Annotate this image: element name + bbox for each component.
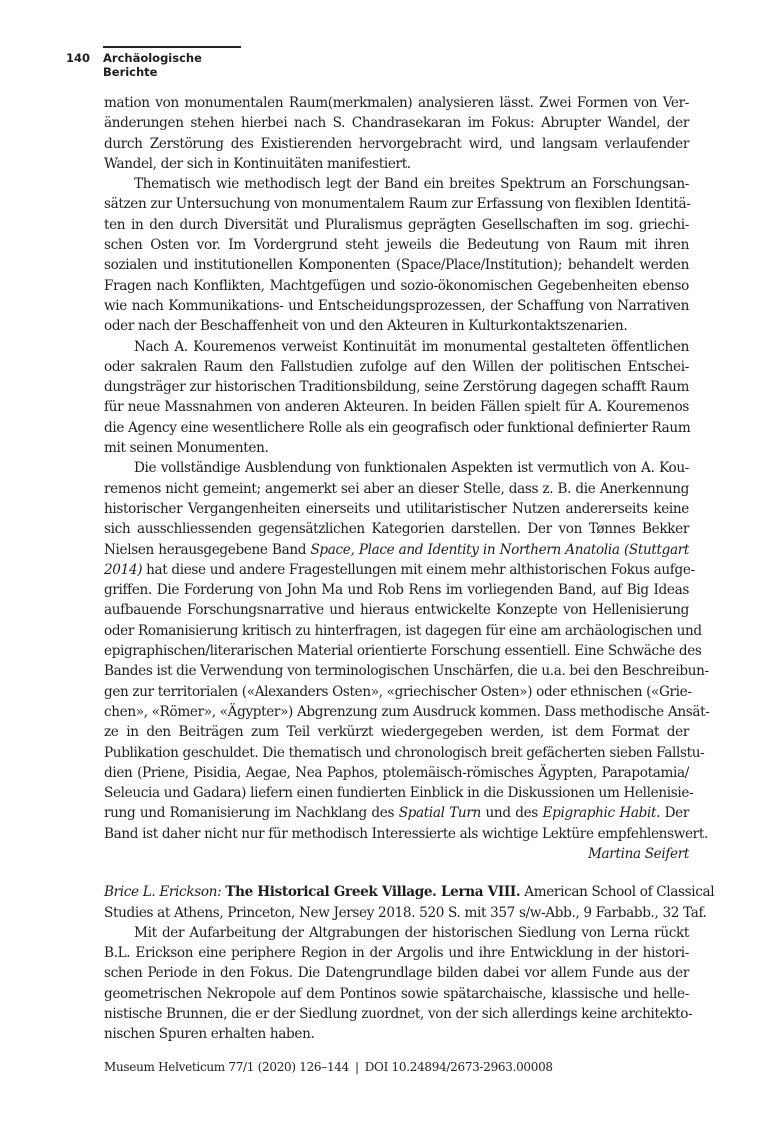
italic-text: Space, Place and Identity in Northern Anatolia (Stuttgart [310, 541, 689, 558]
text-line: historischer Vergangenheiten einerseits und utilitaristischer Nutzen andererseits keine [104, 500, 689, 517]
text-line: oder sakralen Raum den Fallstudien zufolge auf den Willen der politischen Entschei- [104, 358, 689, 375]
text-line: für neue Massnahmen von anderen Akteuren. In beiden Fällen spielt für A. Kouremenos [104, 399, 689, 416]
italic-text: Brice L. Erickson: [104, 884, 222, 901]
reviewer-signature: Martina Seifert [587, 845, 689, 862]
page-number: 140 [66, 51, 91, 65]
paragraph [104, 337, 689, 459]
italic-text: Epigraphic Habit [542, 805, 657, 822]
text-line: oder nach der Beschaffenheit von und den Akteuren in Kulturkontaktszenarien. [104, 318, 628, 335]
text-line: sätzen zur Untersuchung von monumentalem Raum zur Erfassung von flexiblen Identitä- [104, 196, 691, 213]
text-line: Mit der Aufarbeitung der Altgrabungen der historischen Siedlung von Lerna rückt [134, 924, 689, 941]
text-segment: hat diese und andere Fragestellungen mit einem mehr althistorischen Fokus aufge- [142, 561, 695, 578]
journal-citation: Museum Helveticum 77/1 (2020) 126–144 [104, 1060, 349, 1074]
text-line: Nach A. Kouremenos verweist Kontinuität im monumental gestalteten öffentlichen [134, 338, 689, 355]
text-line: sich ausschliessenden gegensätzlichen Kategorien darstellen. Der von Tønnes Bekker [104, 521, 689, 538]
footer-separator: | [354, 1060, 359, 1074]
text-line: ten in den durch Diversität und Pluralismus geprägten Gesellschaften im sog. griechi- [104, 216, 689, 233]
text-line [104, 560, 695, 580]
text-line: schen Periode in den Fokus. Die Datengrundlage bilden dabei vor allem Funde aus der [104, 965, 689, 982]
italic-text: 2014) [104, 561, 143, 578]
text-segment: rung und Romanisierung im Nachklang des [104, 805, 399, 822]
text-line: aufbauende Forschungsnarrative und hieraus entwickelte Konzepte von Hellenisierung [104, 602, 689, 619]
paragraph [104, 174, 689, 336]
text-line: Thematisch wie methodisch legt der Band ein breites Spektrum an Forschungsan- [134, 176, 689, 193]
text-line: dien (Priene, Pisidia, Aegae, Nea Paphos, ptolemäisch-römisches Ägypten, Parapotamia/ [104, 764, 689, 781]
text-line: Bandes ist die Verwendung von terminologischen Unschärfen, die u.a. bei den Beschreibun- [104, 663, 709, 680]
text-line [104, 882, 715, 902]
text-line: wie nach Kommunikations- und Entscheidungsprozessen, der Schaffung von Narrativen [104, 297, 689, 314]
text-line: dungsträger zur historischen Traditionsbildung, seine Zerstörung dagegen schafft Raum [104, 379, 689, 396]
review-citation [104, 882, 715, 923]
text-line: ze in den Beiträgen zum Teil verkürzt wiedergegeben werden, ist dem Format der [104, 724, 689, 741]
text-line: nistische Brunnen, die er der Siedlung zuordnet, von der sich allerdings keine architekto- [104, 1006, 693, 1023]
text-line [104, 803, 689, 823]
text-line: geometrischen Nekropole auf dem Pontinos sowie spätarchaische, klassische und helle- [104, 985, 689, 1002]
text-line: Die vollständige Ausblendung von funktionalen Aspekten ist vermutlich von A. Kou- [134, 460, 689, 477]
bold-title: The Historical Greek Village. Lerna VIII. [225, 884, 521, 901]
text-line: änderungen stehen hierbei nach S. Chandrasekaran im Fokus: Abrupter Wandel, der [104, 115, 689, 132]
running-header [0, 44, 782, 79]
text-line: chen», «Römer», «Ägypter») Abgrenzung zum Ausdruck kommen. Dass methodische Ansät- [104, 703, 710, 720]
text-line: die Agency eine wesentlichere Rolle als ein geografisch oder funktional definierter Raum [104, 419, 691, 436]
article-body [104, 93, 715, 1045]
page-footer [104, 1060, 553, 1074]
text-line [104, 540, 689, 560]
text-line: Band ist daher nicht nur für methodisch Interessierte als wichtige Lektüre empfehlenswert. [104, 825, 708, 842]
text-line: epigraphischen/literarischen Material orientierte Forschung essentiell. Eine Schwäche des [104, 643, 702, 660]
text-line: mit seinen Monumenten. [104, 440, 269, 457]
text-line: Studies at Athens, Princeton, New Jersey 2018. 520 S. mit 357 s/w-Abb., 9 Farbabb., 32 Taf. [104, 904, 707, 921]
text-line: gen zur territorialen («Alexanders Osten», «griechischer Osten») oder ethnischen («Grie- [104, 683, 692, 700]
text-line: Publikation geschuldet. Die thematisch und chronologisch breit gefächerten sieben Fallstu- [104, 744, 705, 761]
text-line: durch Zerstörung des Existierenden hervorgebracht wird, und langsam verlaufender [104, 135, 689, 152]
text-line: remenos nicht gemeint; angemerkt sei aber an dieser Stelle, dass z. B. die Anerkennung [104, 480, 689, 497]
paragraph [104, 458, 710, 864]
text-line: mation von monumentalen Raum(merkmalen) analysieren lässt. Zwei Formen von Ver- [104, 95, 689, 111]
text-line: nischen Spuren erhalten haben. [104, 1026, 315, 1043]
text-line: oder Romanisierung kritisch zu hinterfragen, ist dagegen für eine am archäologischen und [104, 622, 702, 639]
italic-text: Spatial Turn [398, 805, 481, 822]
text-segment: und des [480, 805, 543, 822]
paragraph [104, 923, 693, 1045]
text-line: Wandel, der sich in Kontinuitäten manifestiert. [104, 155, 411, 172]
text-line: Fragen nach Konflikten, Machtgefügen und sozio-ökonomischen Gegebenheiten ebenso [104, 277, 689, 294]
running-title: Archäologische Berichte [103, 46, 241, 79]
text-segment: American School of Classical [520, 884, 715, 901]
text-line: B.L. Erickson eine periphere Region in der Argolis und ihre Entwicklung in der histori- [104, 945, 689, 962]
text-line: Seleucia und Gadara) liefern einen fundierten Einblick in die Diskussionen um Hellenisie- [104, 785, 694, 802]
text-line: griffen. Die Forderung von John Ma und Rob Rens im vorliegenden Band, auf Big Ideas [104, 582, 689, 599]
text-segment: Nielsen herausgegebene Band [104, 541, 311, 558]
text-line: schen Osten vor. Im Vordergrund steht jeweils die Bedeutung von Raum mit ihren [104, 237, 689, 254]
doi: DOI 10.24894/2673-2963.00008 [364, 1060, 553, 1074]
text-segment: . Der [656, 805, 690, 822]
paragraph [104, 93, 689, 174]
text-line: sozialen und institutionellen Komponenten (Space/Place/Institution); behandelt werden [104, 257, 689, 274]
